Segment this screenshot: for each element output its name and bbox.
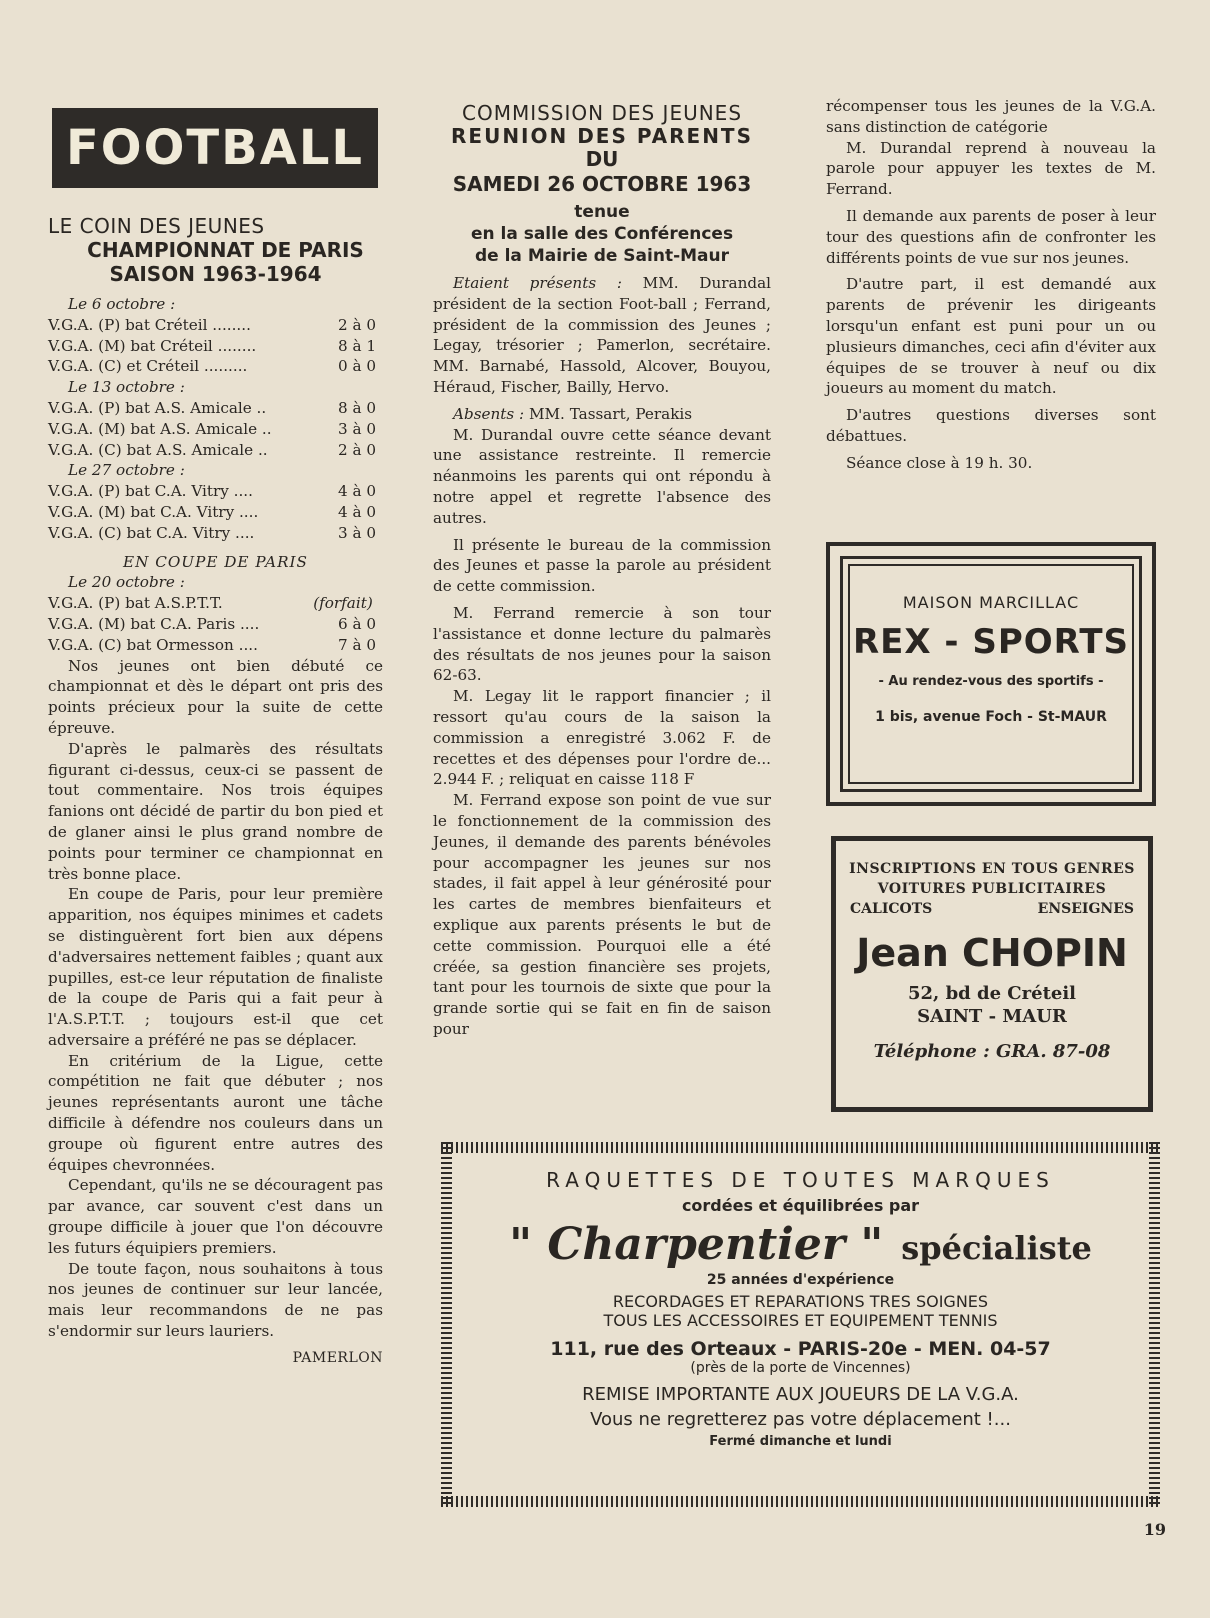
article-paragraph: M. Durandal ouvre cette séance devant une assistance restreinte. Il remercie néanmoins les parents qui ont répondu à notre appel et regrette l'absence des autres. bbox=[433, 425, 771, 527]
chopin-phone: Téléphone : GRA. 87-08 bbox=[873, 1041, 1111, 1062]
accessoires-line: TOUS LES ACCESSOIRES ET EQUIPEMENT TENNIS bbox=[603, 1311, 998, 1330]
page-number: 19 bbox=[1143, 1520, 1166, 1539]
article-paragraph: D'autres questions diverses sont débattues. bbox=[826, 406, 1156, 445]
salle-sub: en la salle des Conférences bbox=[470, 224, 734, 244]
charpentier-name: " Charpentier " bbox=[509, 1219, 884, 1270]
date-heading: SAMEDI 26 OCTOBRE 1963 bbox=[452, 172, 752, 196]
article-paragraph: D'autre part, il est demandé aux parents de prévenir les dirigeants lorsqu'un enfant est puni pour un ou plusieurs dimanches, ceci afin d'éviter aux équipes de se trouver à neuf ou dix joueurs au moment du match. bbox=[826, 275, 1156, 398]
ferme-line: Fermé dimanche et lundi bbox=[709, 1434, 892, 1449]
chopin-addr1: 52, bd de Créteil bbox=[907, 983, 1077, 1004]
raquettes-line: RAQUETTES DE TOUTES MARQUES bbox=[546, 1168, 1055, 1192]
cup-row: V.G.A. (M) bat C.A. Paris .... 6 à 0 bbox=[48, 614, 377, 633]
article-paragraph: M. Durandal reprend à nouveau la parole pour appuyer les textes de M. Ferrand. bbox=[826, 138, 1156, 199]
result-date: Le 27 octobre : bbox=[68, 461, 185, 480]
chopin-line3 bbox=[836, 901, 1148, 917]
result-date: Le 13 octobre : bbox=[68, 378, 185, 397]
present-paragraph bbox=[433, 273, 771, 398]
article-paragraph: De toute façon, nous souhaitons à tous nos jeunes de continuer sur leur lancée, mais leur recommandons de ne pas s'endormir sur leurs lauriers. bbox=[48, 1259, 383, 1341]
rex-sports-ad bbox=[826, 542, 1156, 806]
signature: PAMERLON bbox=[292, 1349, 383, 1366]
chopin-addr2: SAINT - MAUR bbox=[917, 1006, 1067, 1027]
result-row: V.G.A. (C) bat C.A. Vitry .... 3 à 0 bbox=[48, 523, 377, 542]
rex-name: REX - SPORTS bbox=[852, 622, 1130, 662]
chopin-line1: INSCRIPTIONS EN TOUS GENRES bbox=[849, 861, 1135, 877]
middle-column bbox=[433, 102, 771, 1040]
vincennes-line: (près de la porte de Vincennes) bbox=[690, 1360, 911, 1376]
deplacement-line: Vous ne regretterez pas votre déplacement !... bbox=[590, 1409, 1011, 1430]
rex-maison: MAISON MARCILLAC bbox=[902, 593, 1080, 612]
present-label: Etaient présents : bbox=[453, 274, 622, 292]
absent-text: MM. Tassart, Perakis bbox=[528, 404, 693, 423]
article-paragraph: En critérium de la Ligue, cette compétition ne fait que débuter ; nos jeunes représentants auront une tâche difficile à défendre nos couleurs dans un groupe où figurent entre autres des équipes chevronnées. bbox=[48, 1051, 383, 1174]
article-paragraph: Cependant, qu'ils ne se découragent pas par avance, car souvent c'est dans un groupe difficile à jouer que l'on découvre les futurs équipiers premiers. bbox=[48, 1176, 383, 1257]
cup-row: V.G.A. (P) bat A.S.P.T.T. (forfait) bbox=[48, 594, 373, 613]
result-row: V.G.A. (P) bat Créteil ........ 2 à 0 bbox=[48, 315, 377, 334]
cup-row: V.G.A. (C) bat Ormesson .... 7 à 0 bbox=[48, 635, 377, 654]
charpentier-ad bbox=[441, 1142, 1160, 1507]
border-right bbox=[1149, 1142, 1160, 1507]
article-paragraph: M. Ferrand remercie à son tour l'assistance et donne lecture du palmarès des résultats de nos jeunes pour la saison 62-63. bbox=[433, 603, 771, 685]
specialiste-text: spécialiste bbox=[901, 1229, 1092, 1267]
article-paragraph: Séance close à 19 h. 30. bbox=[846, 453, 1033, 472]
left-column bbox=[48, 214, 383, 1366]
article-paragraph: M. Ferrand expose son point de vue sur le fonctionnement de la commission des Jeunes, il demande des parents bénévoles pour accompagner les jeunes sur nos stades, il fait appel à leur générosité pour les cartes de membres bienfaiteurs et explique aux parents présents le but de cette commission. Pourquoi elle a été créée, sa gestion financière ses projets, tant pour les tournois de sixte que pour la grande sortie qui se fait en fin de saison pour bbox=[433, 791, 771, 1038]
absent-label: Absents : bbox=[453, 404, 525, 423]
chopin-enseignes: ENSEIGNES bbox=[1037, 901, 1134, 917]
result-row: V.G.A. (M) bat Créteil ........ 8 à 1 bbox=[48, 336, 377, 355]
championnat-heading: CHAMPIONNAT DE PARIS bbox=[87, 238, 364, 262]
results-group-3 bbox=[48, 460, 383, 543]
article-paragraph: Nos jeunes ont bien débuté ce championnat et dès le départ ont pris des points précieux pour la suite de cette épreuve. bbox=[48, 656, 383, 737]
address-line: 111, rue des Orteaux - PARIS-20e - MEN. 04-57 bbox=[550, 1338, 1051, 1360]
tenue-sub: tenue bbox=[574, 202, 630, 222]
rex-address: 1 bis, avenue Foch - St-MAUR bbox=[875, 709, 1107, 725]
chopin-name: Jean CHOPIN bbox=[856, 931, 1128, 975]
mairie-sub: de la Mairie de Saint-Maur bbox=[474, 246, 730, 266]
article-paragraph: Il demande aux parents de poser à leur tour des questions afin de confronter les différents points de vue sur nos jeunes. bbox=[826, 206, 1156, 267]
result-date: Le 6 octobre : bbox=[68, 295, 176, 313]
right-column bbox=[826, 96, 1156, 474]
result-row: V.G.A. (P) bat A.S. Amicale .. 8 à 0 bbox=[48, 398, 377, 417]
chopin-line2: VOITURES PUBLICITAIRES bbox=[877, 881, 1107, 897]
cup-date: Le 20 octobre : bbox=[68, 573, 185, 592]
article-paragraph: récompenser tous les jeunes de la V.G.A. sans distinction de catégorie bbox=[826, 97, 1156, 136]
results-group-2 bbox=[48, 377, 383, 460]
border-top bbox=[441, 1142, 1160, 1153]
experience-line: 25 années d'expérience bbox=[706, 1272, 895, 1288]
result-row: V.G.A. (C) bat A.S. Amicale .. 2 à 0 bbox=[48, 440, 377, 459]
section-title: FOOTBALL bbox=[52, 108, 378, 188]
article-paragraph: D'après le palmarès des résultats figurant ci-dessus, ceux-ci se passent de tout commentaire. Nos trois équipes fanions ont décidé de partir du bon pied et de glaner ainsi le plus grand nombre de points pour terminer ce championnat en très bonne place. bbox=[48, 739, 383, 883]
chopin-ad bbox=[831, 836, 1153, 1112]
cordees-line: cordées et équilibrées par bbox=[681, 1196, 920, 1215]
border-left bbox=[441, 1142, 452, 1507]
recordages-line: RECORDAGES ET REPARATIONS TRES SOIGNES bbox=[612, 1292, 989, 1311]
coin-heading: LE COIN DES JEUNES bbox=[48, 214, 265, 238]
article-paragraph: Il présente le bureau de la commission des Jeunes et passe la parole au président de cette commission. bbox=[433, 535, 771, 596]
cup-heading: EN COUPE DE PARIS bbox=[123, 552, 308, 571]
result-row: V.G.A. (M) bat A.S. Amicale .. 3 à 0 bbox=[48, 419, 377, 438]
article-paragraph: M. Legay lit le rapport financier ; il ressort qu'au cours de la saison la commission a enregistré 3.062 F. de recettes et des dépenses pour l'ordre de... 2.944 F. ; reliquat en caisse 118 F bbox=[433, 687, 771, 789]
result-row: V.G.A. (M) bat C.A. Vitry .... 4 à 0 bbox=[48, 502, 377, 521]
border-bottom bbox=[441, 1496, 1160, 1507]
commission-heading: COMMISSION DES JEUNES bbox=[461, 101, 743, 125]
remise-line: REMISE IMPORTANTE AUX JOUEURS DE LA V.G.A. bbox=[582, 1384, 1019, 1405]
chopin-calicots: CALICOTS bbox=[850, 901, 933, 917]
saison-heading: SAISON 1963-1964 bbox=[109, 262, 322, 286]
present-text: MM. Durandal président de la section Foot-ball ; Ferrand, président de la commission des Jeunes ; Legay, trésorier ; Pamerlon, secrétaire. MM. Barnabé, Hassold, Alcover, Bouyou, Héraud, Fischer, Bailly, Hervo. bbox=[433, 274, 772, 396]
result-row: V.G.A. (P) bat C.A. Vitry .... 4 à 0 bbox=[48, 482, 377, 501]
du-heading: DU bbox=[585, 147, 619, 171]
result-row: V.G.A. (C) et Créteil ......... 0 à 0 bbox=[48, 357, 377, 376]
rex-slogan: - Au rendez-vous des sportifs - bbox=[878, 674, 1104, 689]
absent-paragraph bbox=[433, 404, 771, 425]
charpentier-brand bbox=[441, 1219, 1160, 1270]
results-group-1 bbox=[48, 294, 383, 377]
article-paragraph: En coupe de Paris, pour leur première apparition, nos équipes minimes et cadets se distinguèrent fort bien aux dépens d'adversaires nettement faibles ; quant aux pupilles, est-ce leur réputation de finaliste de la coupe de Paris qui a fait peur à l'A.S.P.T.T. ; toujours est-il que cet adversaire a préféré ne pas se déplacer. bbox=[48, 885, 383, 1049]
reunion-heading: REUNION DES PARENTS bbox=[451, 124, 753, 148]
